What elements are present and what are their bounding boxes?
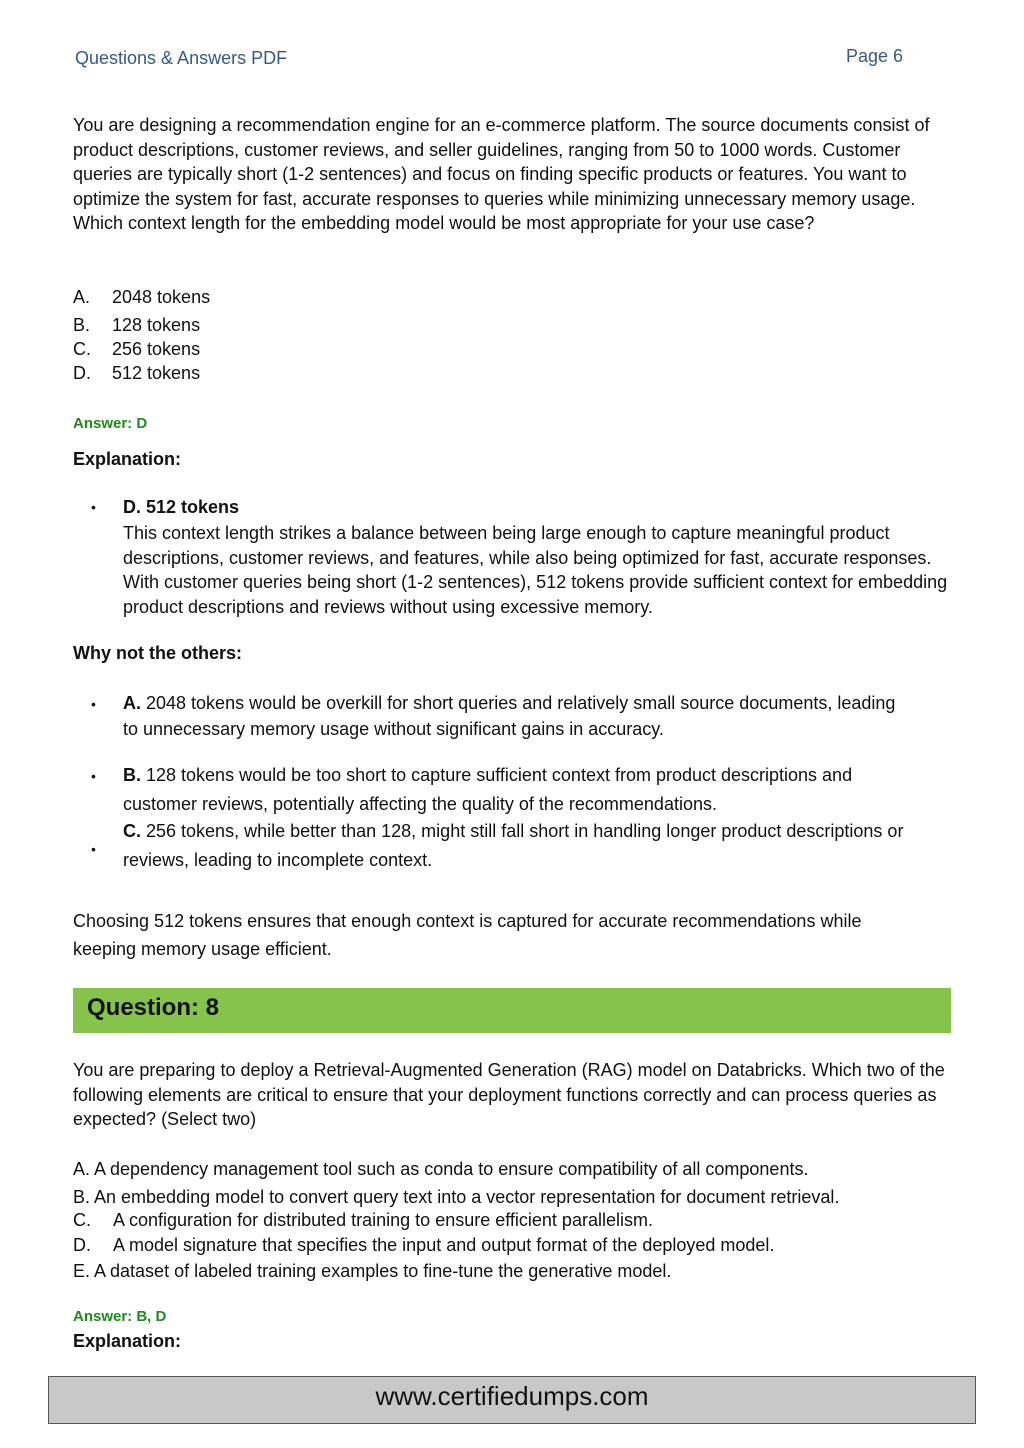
why-not-letter: C. — [123, 821, 141, 841]
question-banner — [73, 988, 951, 1033]
why-not-heading: Why not the others: — [73, 643, 242, 663]
option-text: 128 tokens — [112, 315, 201, 335]
answer-label: Answer: D — [73, 415, 148, 432]
bullet-icon: • — [91, 841, 96, 857]
option-a: A. A dependency management tool such as conda to ensure compatibility of all components. — [73, 1159, 809, 1179]
document-header-title: Questions & Answers PDF — [75, 48, 288, 68]
question-text: You are preparing to deploy a Retrieval-Augmented Generation (RAG) model on Databricks. Which two of the following elements are critical to ensure that your deployment functions correctly and can process queries as expected? (Select two) — [73, 1060, 945, 1129]
why-not-line: customer reviews, potentially affecting the quality of the recommendations. — [123, 793, 717, 814]
explanation-heading: Explanation: — [73, 449, 182, 469]
bullet-icon: • — [91, 696, 96, 712]
why-not-item-b — [123, 763, 958, 816]
option-b — [73, 313, 200, 337]
question-text: You are designing a recommendation engine for an e-commerce platform. The source documents consist of product descriptions, customer reviews, and seller guidelines, ranging from 50 to 1000 words. Customer queries are typically short (1-2 sentences) and focus on finding specific products or features. You want to optimize the system for fast, accurate responses to queries while minimizing unnecessary memory usage. Which context length for the embedding model would be most appropriate for your use case? — [73, 115, 930, 233]
why-not-item-c — [123, 819, 958, 872]
explanation-text: This context length strikes a balance between being large enough to capture meaningful product descriptions, customer reviews, and features, while also being optimized for fast, accurate responses. With customer queries being short (1-2 sentences), 512 tokens provide sufficient context for embedding product descriptions and reviews without using excessive memory. — [123, 523, 948, 617]
why-not-line: reviews, leading to incomplete context. — [123, 849, 433, 870]
why-not-letter: A. — [123, 693, 141, 713]
conclusion-line-2: keeping memory usage efficient. — [73, 939, 332, 959]
option-letter: C. — [73, 339, 91, 359]
option-text: 256 tokens — [112, 339, 201, 359]
option-c — [73, 337, 200, 361]
option-c — [73, 1208, 653, 1232]
bullet-icon: • — [91, 768, 96, 784]
option-d — [73, 361, 200, 385]
why-not-line: 2048 tokens would be overkill for short queries and relatively small source documents, leading — [141, 693, 896, 713]
option-b: B. An embedding model to convert query text into a vector representation for document retrieval. — [73, 1187, 840, 1207]
explanation-title: D. 512 tokens — [123, 497, 240, 517]
option-letter: D. — [73, 1235, 91, 1255]
question-number: Question: 8 — [87, 994, 220, 1021]
option-letter: A. — [73, 287, 91, 307]
option-e: E. A dataset of labeled training examples to fine-tune the generative model. — [73, 1261, 672, 1281]
explanation-heading: Explanation: — [73, 1331, 182, 1351]
why-not-line: 128 tokens would be too short to capture sufficient context from product descriptions and — [141, 765, 853, 785]
footer-url: www.certifiedumps.com — [375, 1381, 649, 1411]
option-letter: D. — [73, 363, 91, 383]
page-number: Page 6 — [846, 46, 904, 66]
option-letter: B. — [73, 315, 91, 335]
footer-bar — [48, 1376, 976, 1424]
option-text: A model signature that specifies the input and output format of the deployed model. — [113, 1235, 775, 1255]
why-not-letter: B. — [123, 765, 141, 785]
option-text: 2048 tokens — [112, 287, 211, 307]
option-letter: C. — [73, 1210, 91, 1230]
conclusion-line-1: Choosing 512 tokens ensures that enough context is captured for accurate recommendations while — [73, 911, 862, 931]
option-d — [73, 1233, 774, 1257]
why-not-line: to unnecessary memory usage without significant gains in accuracy. — [123, 718, 664, 739]
option-text: A configuration for distributed training to ensure efficient parallelism. — [113, 1210, 653, 1230]
answer-label: Answer: B, D — [73, 1308, 167, 1325]
why-not-item-a — [123, 691, 958, 741]
option-a — [73, 285, 210, 309]
option-text: 512 tokens — [112, 363, 201, 383]
bullet-icon: • — [91, 499, 96, 515]
why-not-line: 256 tokens, while better than 128, might still fall short in handling longer product descriptions or — [141, 821, 904, 841]
